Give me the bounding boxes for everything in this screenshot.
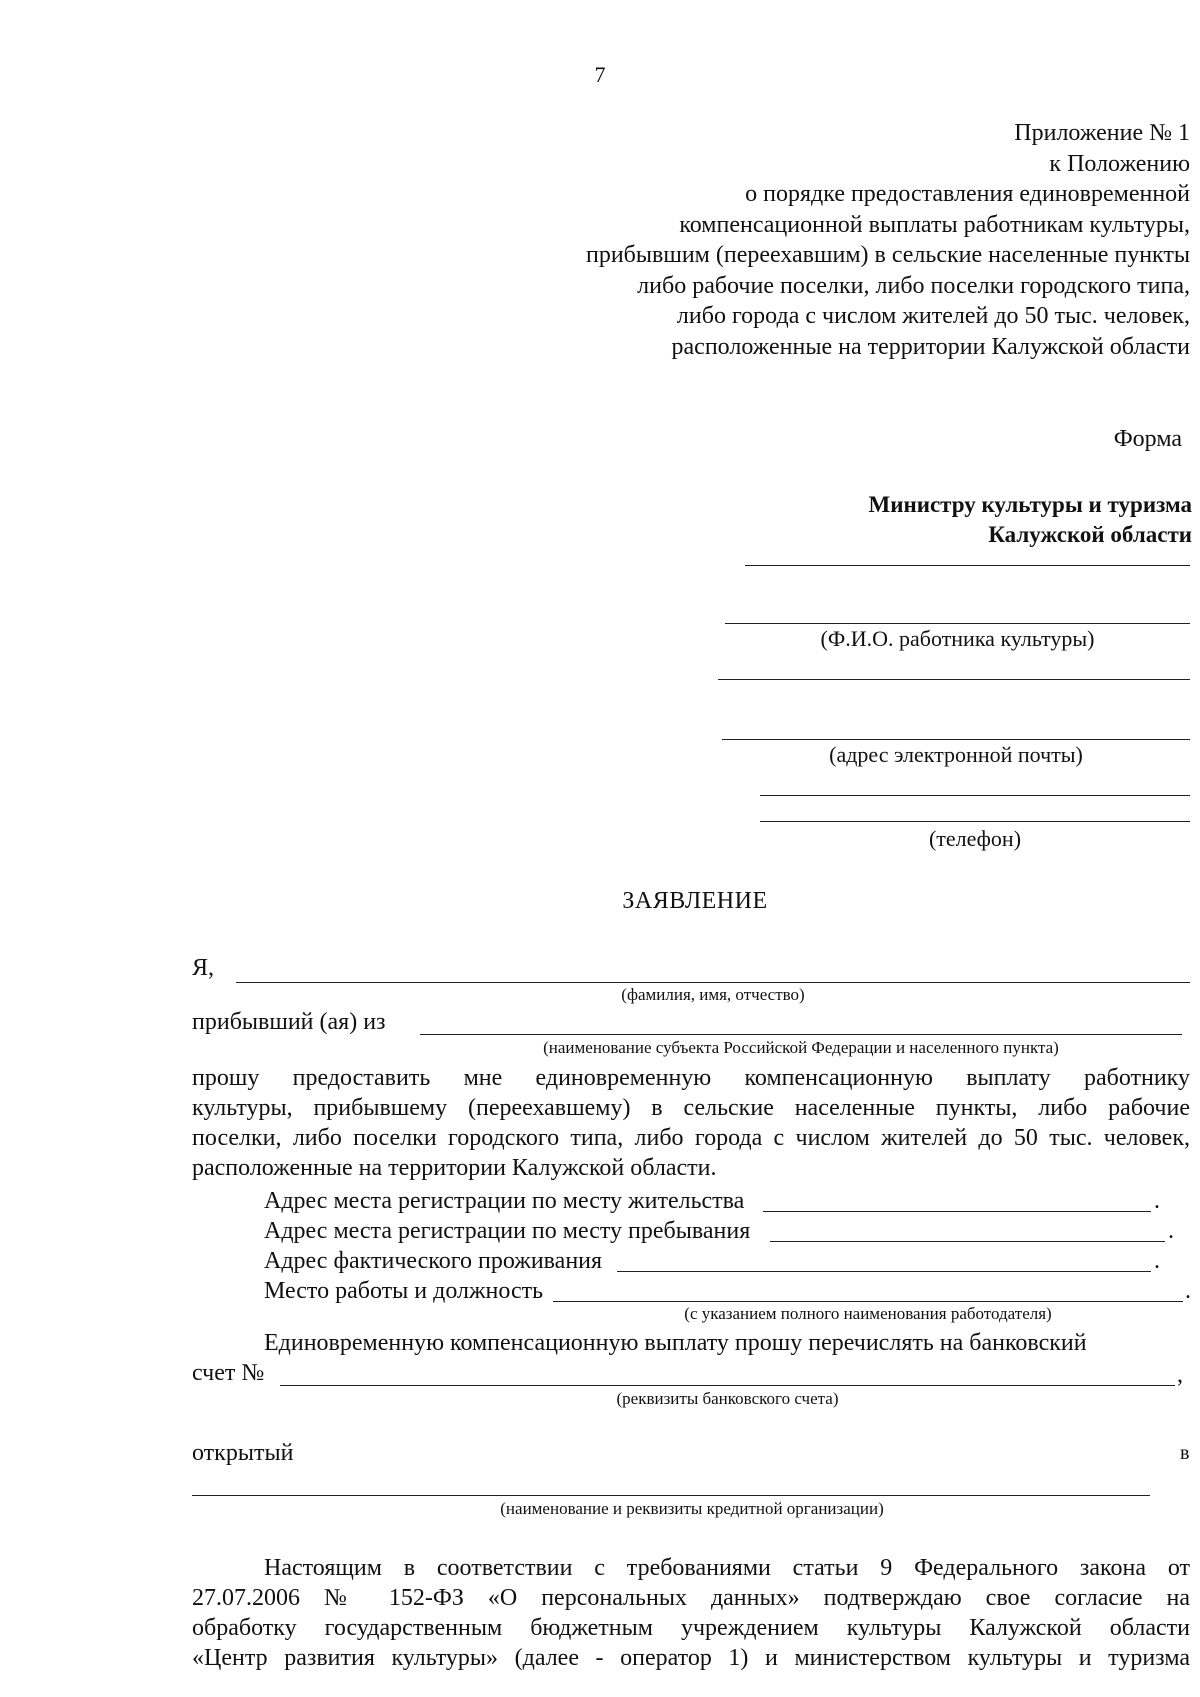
request-line: расположенные на территории Калужской области.: [192, 1155, 717, 1181]
request-paragraph: [192, 1063, 1190, 1183]
header-line: либо рабочие поселки, либо поселки городского типа,: [637, 272, 1190, 299]
request-line: прошу предоставить мне единовременную компенсационную выплату работнику: [192, 1065, 1190, 1091]
addressee-line-1: Министру культуры и туризма: [868, 492, 1192, 517]
phone-line-1[interactable]: [760, 795, 1190, 796]
header-line: прибывшим (переехавшим) в сельские населенные пункты: [585, 242, 1190, 268]
region-line[interactable]: [420, 1034, 1182, 1035]
account-hint: (реквизиты банковского счета): [616, 1389, 839, 1408]
actual-address-line[interactable]: [617, 1271, 1151, 1272]
request-line: поселки, либо поселки городского типа, либо города с числом жителей до 50 тыс. человек,: [192, 1125, 1190, 1151]
fio-hint: (Ф.И.О. работника культуры): [820, 626, 1095, 651]
consent-line: Настоящим в соответствии с требованиями статьи 9 Федерального закона от: [264, 1555, 1190, 1581]
work-place-line[interactable]: [553, 1301, 1183, 1302]
work-place-label: Место работы и должность: [264, 1278, 544, 1304]
name-hint: (фамилия, имя, отчество): [621, 985, 805, 1004]
account-label: счет №: [192, 1360, 265, 1386]
phone-line-2[interactable]: [760, 821, 1190, 822]
i-label: Я,: [192, 955, 215, 981]
account-comma: ,: [1177, 1362, 1183, 1388]
bank-hint: (наименование и реквизиты кредитной организации): [500, 1499, 884, 1518]
request-line: культуры, прибывшему (переехавшему) в сельские населенные пункты, либо рабочие: [192, 1095, 1190, 1121]
header-line: Приложение № 1: [1014, 120, 1190, 146]
arrived-label: прибывший (ая) из: [192, 1009, 386, 1035]
email-line[interactable]: [722, 739, 1190, 740]
opened-suffix: в: [1180, 1442, 1190, 1464]
work-hint: (с указанием полного наименования работодателя): [684, 1304, 1052, 1323]
consent-line: «Центр развития культуры» (далее - оператор 1) и министерством культуры и туризма: [192, 1645, 1190, 1671]
reg-residence-label: Адрес места регистрации по месту жительства: [264, 1188, 745, 1214]
account-line[interactable]: [280, 1385, 1175, 1386]
header-line: компенсационной выплаты работникам культуры,: [679, 211, 1190, 238]
consent-line: обработку государственным бюджетным учреждением культуры Калужской области: [192, 1615, 1190, 1641]
header-line: о порядке предоставления единовременной: [745, 181, 1190, 207]
email-hint: (адрес электронной почты): [829, 742, 1083, 767]
reg-residence-line[interactable]: [763, 1211, 1151, 1212]
bank-line[interactable]: [192, 1495, 1150, 1496]
opened-label: открытый: [192, 1440, 294, 1466]
page-number: 7: [594, 62, 606, 87]
appendix-header: [586, 118, 1190, 362]
reg-stay-dot: .: [1168, 1218, 1174, 1244]
region-hint: (наименование субъекта Российской Федерации и населенного пункта): [543, 1038, 1059, 1057]
phone-hint: (телефон): [928, 826, 1022, 851]
document-title: ЗАЯВЛЕНИЕ: [622, 888, 768, 914]
form-label: Форма: [1113, 426, 1182, 452]
work-place-dot: .: [1185, 1278, 1191, 1304]
addressee-line-2: Калужской области: [988, 522, 1192, 547]
fio-line[interactable]: [725, 623, 1190, 624]
addressee: [869, 490, 1193, 550]
reg-residence-dot: .: [1154, 1188, 1160, 1214]
actual-address-dot: .: [1154, 1248, 1160, 1274]
header-line: расположенные на территории Калужской области: [671, 333, 1190, 360]
full-name-line[interactable]: [236, 982, 1190, 983]
header-line: к Положению: [1049, 150, 1190, 177]
actual-address-label: Адрес фактического проживания: [264, 1248, 603, 1274]
consent-paragraph: [192, 1553, 1190, 1673]
reg-stay-line[interactable]: [770, 1241, 1165, 1242]
consent-line: 27.07.2006 № 152-ФЗ «О персональных данных» подтверждаю свое согласие на: [192, 1585, 1190, 1611]
fio-extra-line[interactable]: [718, 679, 1190, 680]
reg-stay-label: Адрес места регистрации по месту пребывания: [264, 1218, 751, 1244]
addressee-blank-line[interactable]: [745, 565, 1190, 566]
transfer-line: Единовременную компенсационную выплату прошу перечислять на банковский: [264, 1330, 1087, 1356]
header-line: либо города с числом жителей до 50 тыс. человек,: [676, 303, 1190, 329]
